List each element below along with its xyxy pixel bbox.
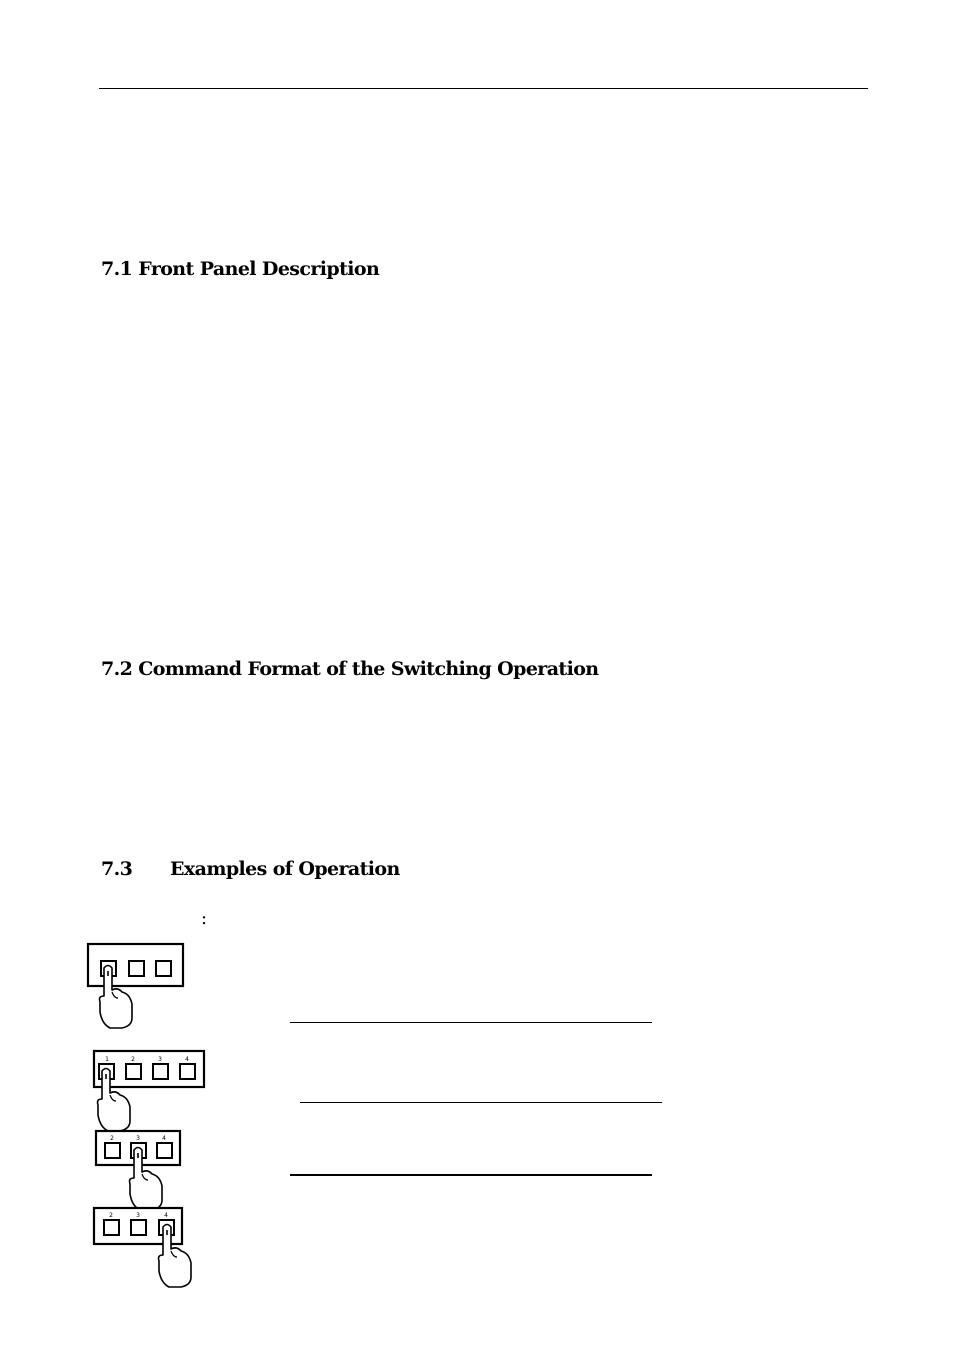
examples-intro-colon: : bbox=[201, 908, 208, 929]
button-press-illustration bbox=[80, 935, 220, 1300]
key-label: 2 bbox=[109, 1212, 113, 1219]
step-divider-2 bbox=[300, 1102, 662, 1103]
key-label: 2 bbox=[131, 1056, 135, 1063]
header-rule bbox=[99, 88, 868, 89]
key-label: 2 bbox=[110, 1135, 114, 1142]
step4-panel bbox=[94, 1208, 191, 1287]
key-label: 4 bbox=[164, 1212, 168, 1219]
step-divider-3 bbox=[290, 1174, 652, 1176]
section-heading-front-panel: 7.1 Front Panel Description bbox=[101, 258, 380, 280]
key-label: 4 bbox=[185, 1056, 189, 1063]
section-title: Examples of Operation bbox=[170, 858, 400, 880]
step1-panel bbox=[88, 944, 183, 1028]
key-label: 4 bbox=[162, 1135, 166, 1142]
key-label: 3 bbox=[136, 1135, 140, 1142]
step-divider-1 bbox=[290, 1022, 652, 1023]
step3-panel bbox=[96, 1131, 180, 1210]
key-label: 3 bbox=[136, 1212, 140, 1219]
section-number: 7.3 bbox=[101, 858, 133, 880]
section-heading-command-format: 7.2 Command Format of the Switching Operation bbox=[101, 658, 599, 680]
key-label: 1 bbox=[105, 1056, 109, 1063]
key-label: 3 bbox=[158, 1056, 162, 1063]
section-heading-examples bbox=[101, 857, 400, 881]
step2-panel bbox=[94, 1051, 204, 1131]
